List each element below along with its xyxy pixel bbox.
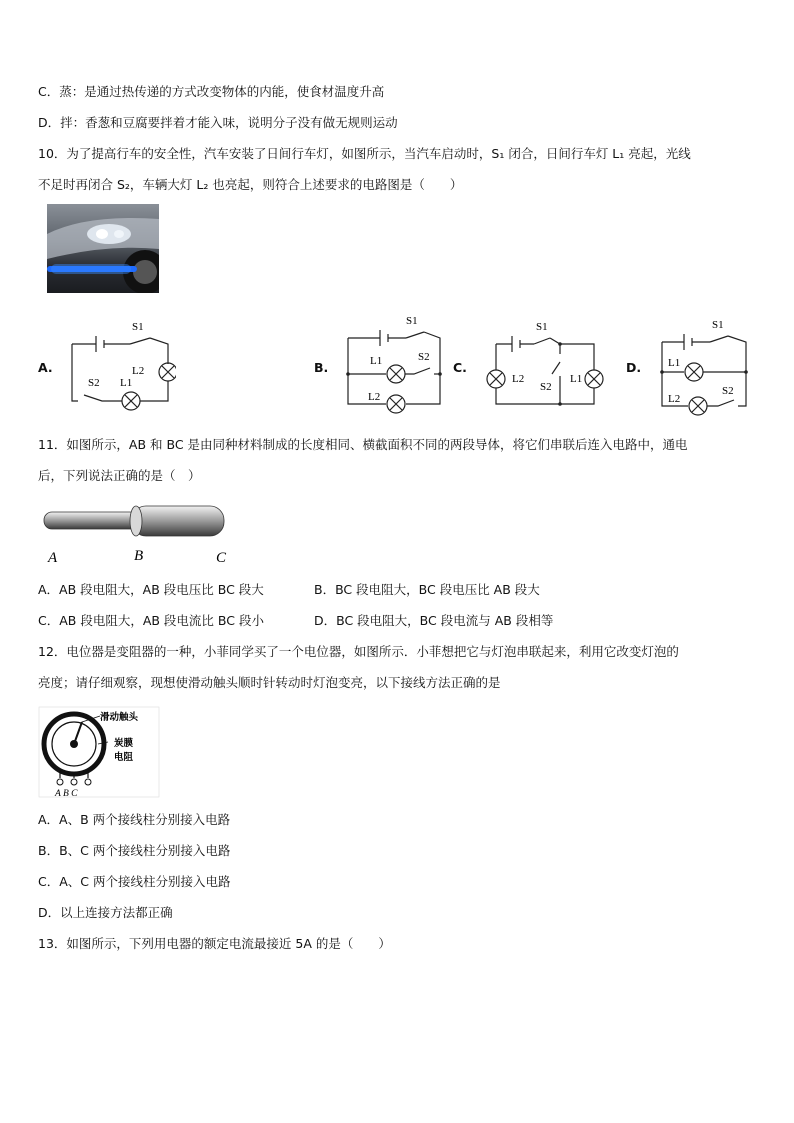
car-photo-drawing (47, 204, 159, 293)
q10-option-a-label: A. (38, 360, 53, 375)
circuit-diagram-a (64, 316, 176, 416)
q9-option-d: D．拌：香葱和豆腐要拌着才能入味，说明分子没有做无规则运动 (38, 115, 398, 130)
q10-option-b-label: B. (314, 360, 329, 375)
b-s1-label: S1 (406, 315, 418, 327)
q10-stem-line2: 不足时再闭合 S₂，车辆大灯 L₂ 也亮起，则符合上述要求的电路图是（ ） (38, 177, 463, 192)
terminal-labels: A B C (55, 789, 78, 798)
c-s1-label: S1 (536, 321, 548, 333)
car-headlight-photo (47, 204, 159, 293)
circuit-diagram-b (340, 312, 450, 418)
q12-stem-line2: 亮度；请仔细观察，现想使滑动触头顺时针转动时灯泡变亮，以下接线方法正确的是 (38, 675, 501, 690)
a-s1-label: S1 (132, 321, 144, 333)
c-s2-label: S2 (540, 381, 552, 393)
b-l1-label: L1 (370, 355, 383, 367)
d-s1-label: S1 (712, 319, 724, 331)
circuit-diagram-d (654, 314, 756, 418)
b-l2-label: L2 (368, 391, 381, 403)
q13-stem: 13．如图所示，下列用电器的额定电流最接近 5A 的是（ ） (38, 936, 391, 951)
circuit-diagram-c (484, 318, 604, 414)
carbon-film-label: 炭膜 (114, 739, 134, 749)
point-a-label: A (48, 550, 58, 566)
c-l2-label: L2 (512, 373, 525, 385)
q11-option-d: D．BC 段电阻大，BC 段电流与 AB 段相等 (314, 613, 554, 628)
q11-option-a: A．AB 段电阻大，AB 段电压比 BC 段大 (38, 582, 264, 597)
a-l2-label: L2 (132, 365, 145, 377)
q12-option-c: C．A、C 两个接线柱分别接入电路 (38, 874, 231, 889)
b-s2-label: S2 (418, 351, 430, 363)
c-l1-label: L1 (570, 373, 583, 385)
potentiometer-figure (38, 706, 160, 798)
q10-stem-line1: 10．为了提高行车的安全性，汽车安装了日间行车灯，如图所示，当汽车启动时，S₁ 闭合，日间行车灯 L₁ 亮起，光线 (38, 146, 691, 161)
point-c-label: C (216, 550, 227, 566)
q12-stem-line1: 12．电位器是变阻器的一种，小菲同学买了一个电位器，如图所示．小菲想把它与灯泡串联起来，利用它改变灯泡的 (38, 644, 679, 659)
q10-option-c-label: C. (453, 360, 467, 375)
d-s2-label: S2 (722, 385, 734, 397)
q12-option-b: B．B、C 两个接线柱分别接入电路 (38, 843, 231, 858)
q12-option-a: A．A、B 两个接线柱分别接入电路 (38, 812, 231, 827)
a-l1-label: L1 (120, 377, 133, 389)
d-l1-label: L1 (668, 357, 681, 369)
q11-option-c: C．AB 段电阻大，AB 段电流比 BC 段小 (38, 613, 264, 628)
a-s2-label: S2 (88, 377, 100, 389)
q10-option-d-label: D. (626, 360, 642, 375)
conductor-figure (38, 500, 238, 572)
d-l2-label: L2 (668, 393, 681, 405)
q12-option-d: D．以上连接方法都正确 (38, 905, 173, 920)
q11-stem-line1: 11．如图所示，AB 和 BC 是由同种材料制成的长度相同、横截面积不同的两段导体，将它们串联后连入电路中，通电 (38, 437, 688, 452)
point-b-label: B (134, 548, 144, 564)
q11-stem-line2: 后，下列说法正确的是（ ） (38, 468, 201, 483)
q11-option-b: B．BC 段电阻大，BC 段电压比 AB 段大 (314, 582, 540, 597)
resistance-label: 电阻 (114, 753, 134, 763)
q9-option-c: C．蒸：是通过热传递的方式改变物体的内能，使食材温度升高 (38, 84, 385, 99)
slider-label: 滑动触头 (100, 713, 139, 723)
